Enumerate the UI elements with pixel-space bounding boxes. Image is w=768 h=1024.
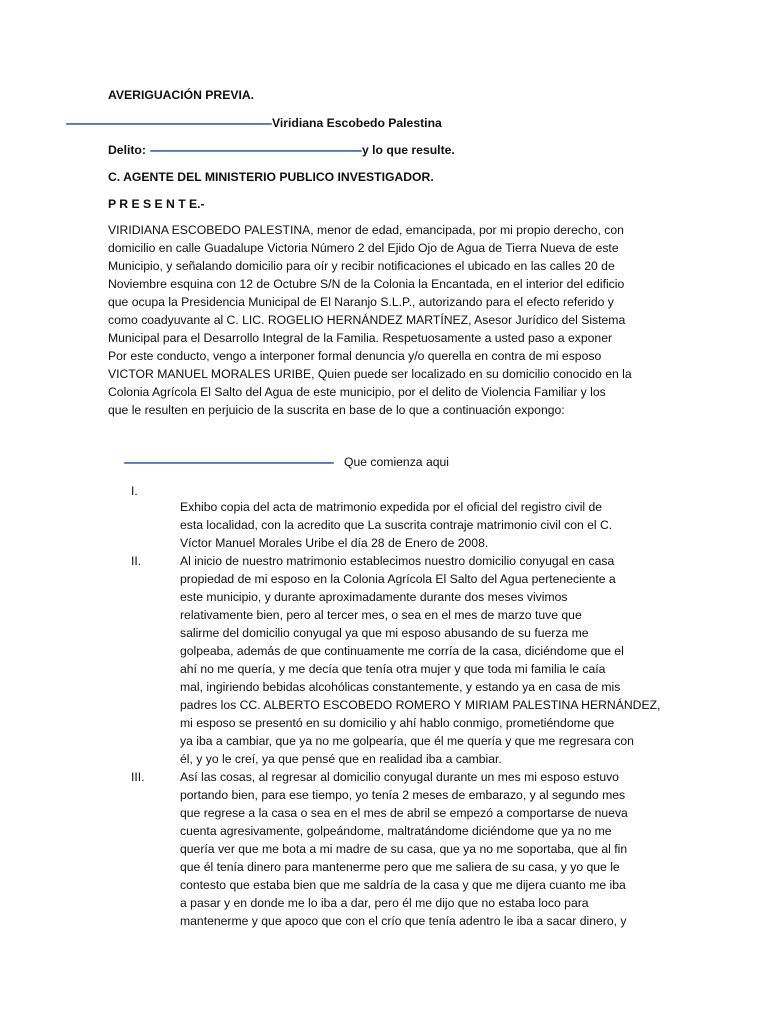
blank-line-rule	[66, 123, 272, 125]
item-number: III.	[131, 770, 145, 784]
item-number: I.	[131, 484, 138, 498]
item-line: ahí no me quería, y me decía que tenía otra mujer y que toda mi familia le caía	[180, 662, 606, 676]
item-line: cuenta agresivamente, golpeándome, maltratándome diciéndome que ya no me	[180, 824, 612, 838]
item-line: propiedad de mi esposo en la Colonia Agrícola El Salto del Agua perteneciente a	[180, 572, 616, 586]
item-line: salirme del domicilio conyugal ya que mi esposo abusando de su fuerza me	[180, 626, 589, 640]
delito-blank-rule	[150, 150, 362, 152]
item-line: a pasar y en donde me lo iba a dar, pero él me dijo que no estaba loco para	[180, 896, 589, 910]
paragraph-line: Noviembre esquina con 12 de Octubre S/N de la Colonia la Encantada, en el interior del edificio	[108, 277, 625, 291]
item-line: mi esposo se presentó en su domicilio y ahí hablo conmigo, prometiéndome que	[180, 716, 615, 730]
item-number: II.	[131, 554, 142, 568]
item-line: él, y yo le creí, ya que pensé que en realidad iba a cambiar.	[180, 752, 502, 766]
item-line: mal, ingiriendo bebidas alcohólicas constantemente, y estando ya en casa de mis	[180, 680, 621, 694]
item-line: relativamente bien, pero al tercer mes, o sea en el mes de marzo tuve que	[180, 608, 582, 622]
item-line: Así las cosas, al regresar al domicilio conyugal durante un mes mi esposo estuvo	[180, 770, 619, 784]
paragraph-line: que le resulten en perjuicio de la suscrita en base de lo que a continuación expongo:	[108, 403, 565, 417]
paragraph-line: VICTOR MANUEL MORALES URIBE, Quien puede ser localizado en su domicilio conocido en la	[108, 367, 632, 381]
delito-label: Delito:	[108, 143, 146, 157]
delito-suffix: y lo que resulte.	[362, 143, 455, 157]
paragraph-line: Municipio, y señalando domicilio para oír y recibir notificaciones el ubicado en las calles 20 de	[108, 259, 615, 273]
paragraph-line: como coadyuvante al C. LIC. ROGELIO HERNÁNDEZ MARTÍNEZ, Asesor Jurídico del Sistema	[108, 313, 626, 327]
complainant-name: Viridiana Escobedo Palestina	[272, 116, 442, 130]
item-line: este municipio, y durante aproximadamente durante dos meses vivimos	[180, 590, 568, 604]
item-line: Al inicio de nuestro matrimonio establecimos nuestro domicilio conyugal en casa	[180, 554, 615, 568]
item-line: mantenerme y que apoco que con el crío que tenía adentro le iba a sacar dinero, y	[180, 914, 627, 928]
item-line: padres los CC. ALBERTO ESCOBEDO ROMERO Y MIRIAM PALESTINA HERNÁNDEZ,	[180, 698, 661, 712]
document-title: AVERIGUACIÓN PREVIA.	[108, 88, 255, 102]
section-heading: Que comienza aqui	[344, 455, 450, 469]
item-line: Víctor Manuel Morales Uribe el día 28 de Enero de 2008.	[180, 536, 489, 550]
item-line: golpeaba, además de que continuamente me corría de la casa, diciéndome que el	[180, 644, 624, 658]
item-line: quería ver que me bota a mi madre de su casa, que ya no me soportaba, que al fin	[180, 842, 628, 856]
paragraph-line: Por este conducto, vengo a interponer formal denuncia y/o querella en contra de mi esposo	[108, 349, 602, 363]
item-line: contesto que estaba bien que me saldría de la casa y que me dijera cuanto me iba	[180, 878, 626, 892]
paragraph-line: VIRIDIANA ESCOBEDO PALESTINA, menor de edad, emancipada, por mi propio derecho, con	[108, 223, 624, 237]
section-heading-rule	[124, 462, 334, 464]
item-line: que regrese a la casa o sea en el mes de abril se empezó a comportarse de nueva	[180, 806, 628, 820]
paragraph-line: Colonia Agrícola El Salto del Agua de este municipio, por el delito de Violencia Familiar y los	[108, 385, 606, 399]
item-line: ya iba a cambiar, que ya no me golpearía, que él me quería y que me regresara con	[180, 734, 634, 748]
item-line: esta localidad, con la acredito que La suscrita contraje matrimonio civil con el C.	[180, 518, 613, 532]
addressee: C. AGENTE DEL MINISTERIO PUBLICO INVESTIGADOR.	[108, 170, 434, 184]
item-line: portando bien, para ese tiempo, yo tenía 2 meses de embarazo, y al segundo mes	[180, 788, 626, 802]
paragraph-line: domicilio en calle Guadalupe Victoria Número 2 del Ejido Ojo de Agua de Tierra Nueva de este	[108, 241, 619, 255]
paragraph-line: que ocupa la Presidencia Municipal de El Naranjo S.L.P., autorizando para el efecto referido y	[108, 295, 614, 309]
item-line: que él tenía dinero para mantenerme pero que me saliera de su casa, y yo que le	[180, 860, 620, 874]
item-line: Exhibo copia del acta de matrimonio expedida por el oficial del registro civil de	[180, 500, 603, 514]
paragraph-line: Municipal para el Desarrollo Integral de la Familia. Respetuosamente a usted paso a exponer	[108, 331, 613, 345]
presente: P R E S E N T E.-	[108, 197, 205, 211]
